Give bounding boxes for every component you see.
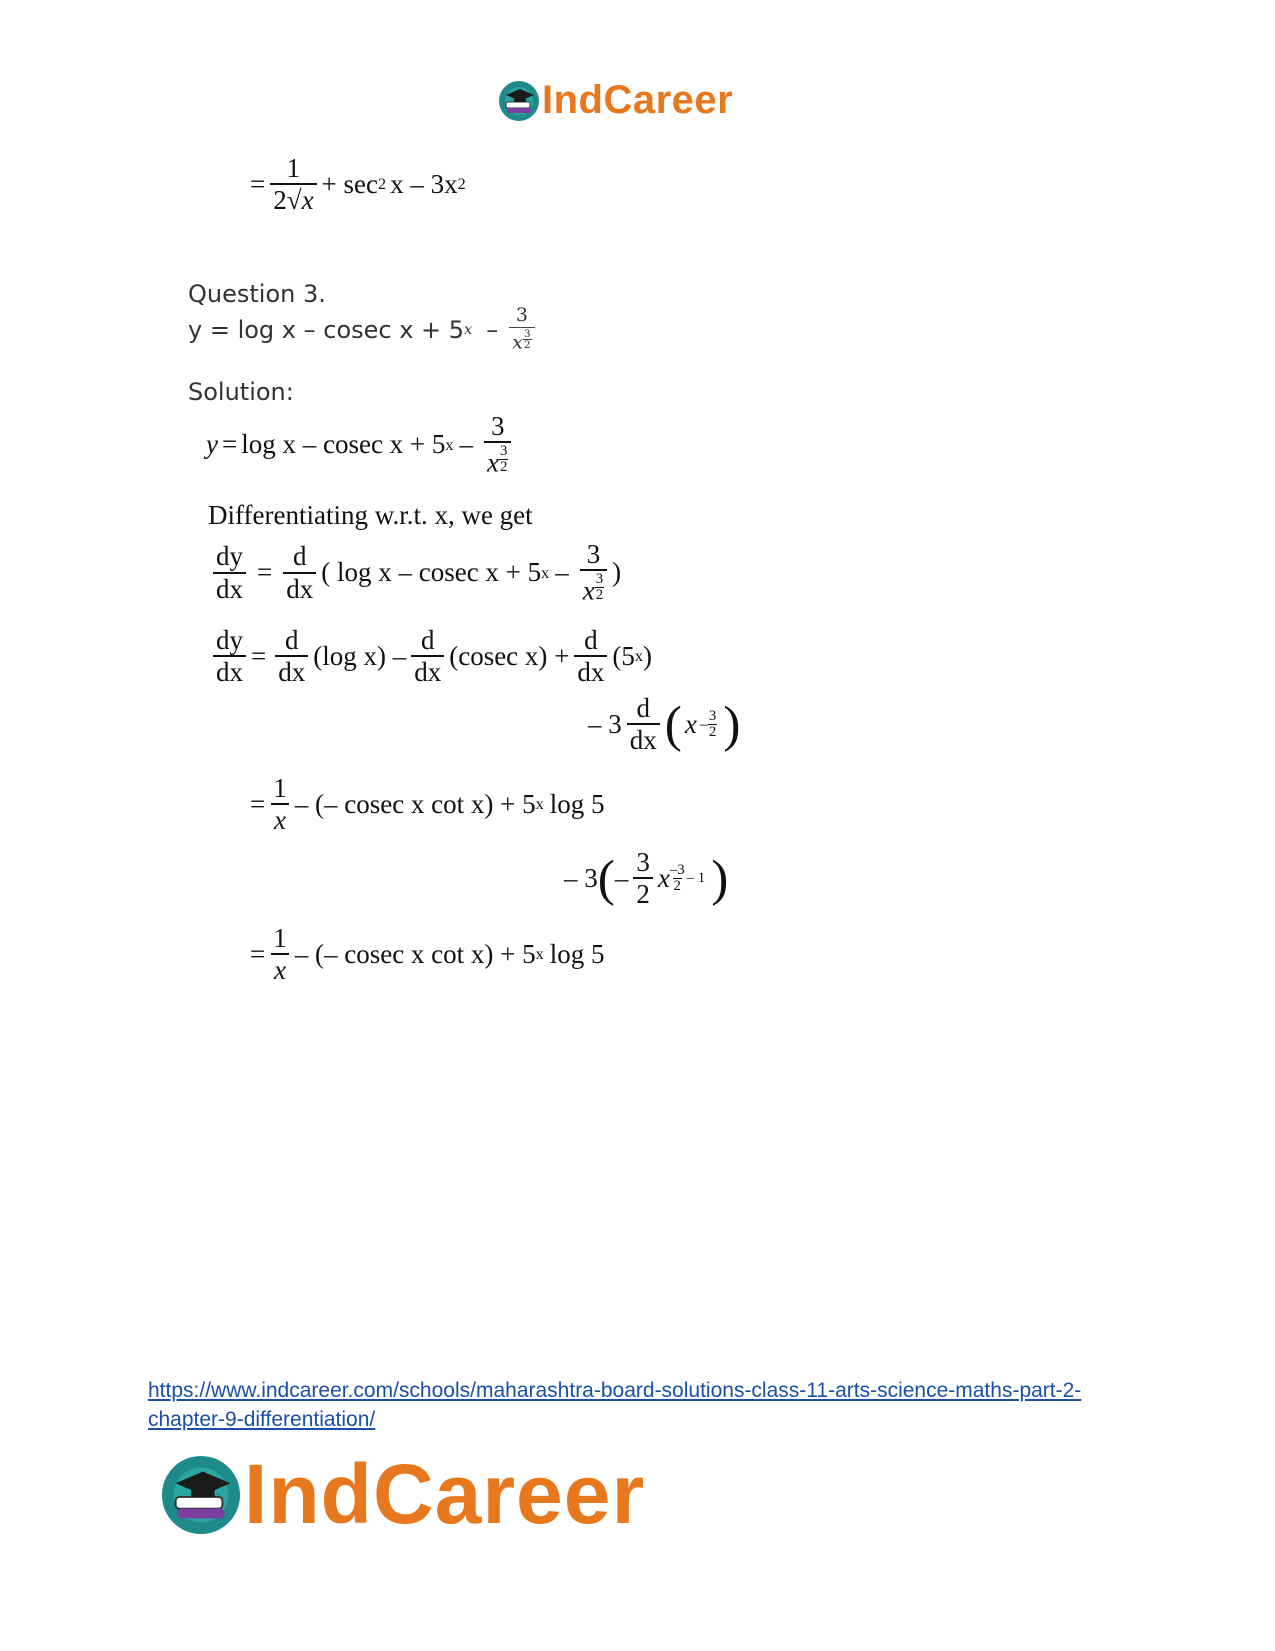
solution-step-3: $\frac{dy}{dx}$ = $\frac{d}{dx}$ (log x) – $\frac{d}{dx}$ (cosec x) + $\frac{d}{dx}$ (5 x ) [208, 626, 652, 687]
previous-result-equation: = $\frac{1}{2√x}$ + sec 2 x – 3x 2 [250, 153, 466, 216]
question-label: Question 3. [188, 280, 326, 308]
footer-logo [160, 1446, 645, 1543]
solution-step-1: y = log x – cosec x + 5 x – 3 x $\frac{3}{2}$ [206, 412, 516, 477]
solution-step-7: = $\frac{1}{x}$ – (– cosec x cot x) + 5 x log 5 [250, 923, 605, 986]
solution-label: Solution: [188, 378, 294, 406]
book-graduation-cap-icon [160, 1454, 242, 1536]
step-description: Differentiating w.r.t. x, we get [208, 500, 533, 530]
book-graduation-cap-icon [498, 80, 540, 122]
question-equation: y = log x – cosec x + 5 x – 3 x $\frac{3}{2}$ [188, 306, 540, 353]
solution-step-4: – 3 $\frac{d}{dx}$ ( x – 3 2 ) [588, 693, 741, 756]
footer-logo-text: IndCareer [244, 1447, 646, 1541]
solution-step-5: = $\frac{1}{x}$ – (– cosec x cot x) + 5 x log 5 [250, 773, 605, 836]
source-link[interactable]: https://www.indcareer.com/schools/maharashtra-board-solutions-class-11-arts-science-maths-part-2-chapter-9-differentiation/ [148, 1379, 1082, 1431]
solution-step-2: $\frac{dy}{dx}$ = $\frac{d}{dx}$ ( log x – cosec x + 5 x – 3 x $\frac{3}{2}$ ) [208, 540, 621, 605]
header-logo-text: IndCareer [542, 78, 734, 122]
solution-step-6: – 3 ( – $\frac{3}{2}$ x –3 2 – 1 ) [564, 847, 729, 910]
header-logo [498, 78, 733, 123]
